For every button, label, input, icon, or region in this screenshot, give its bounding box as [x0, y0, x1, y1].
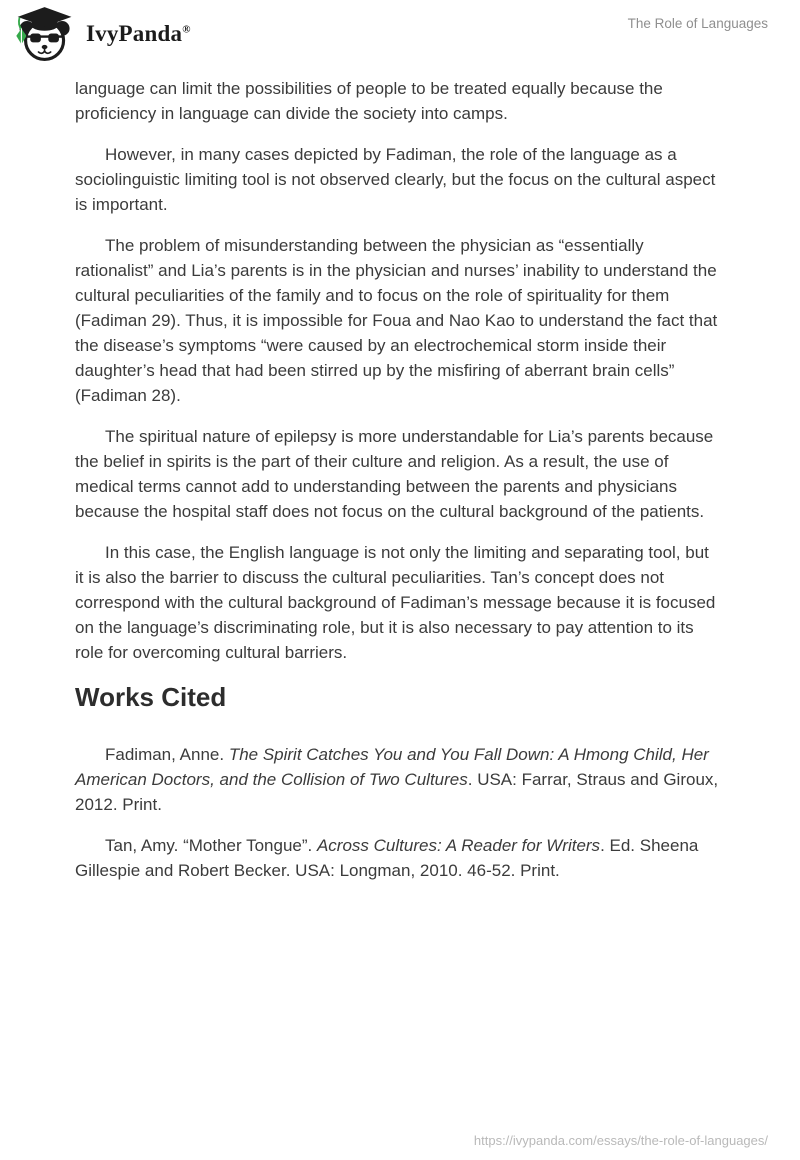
essay-content	[0, 76, 800, 883]
essay-paragraph: language can limit the possibilities of people to be treated equally because the proficiency in language can divide the society into camps.	[75, 79, 663, 123]
page-title: The Role of Languages	[627, 16, 768, 31]
essay-paragraphs	[75, 76, 719, 665]
footer-source-url[interactable]: https://ivypanda.com/essays/the-role-of-languages/	[473, 1133, 768, 1148]
citation-work-title: Across Cultures: A Reader for Writers	[316, 836, 601, 855]
logo-wordmark: IvyPanda®	[86, 21, 191, 46]
citation-text: Tan, Amy. “Mother Tongue”.	[105, 836, 317, 855]
works-cited-heading: Works Cited	[75, 682, 227, 712]
citation-text: . Ed. Sheena Gillespie and Robert Becker. USA: Longman, 2010. 46-52. Print.	[75, 836, 699, 880]
citation-text: . USA: Farrar, Straus and Giroux, 2012. Print.	[75, 770, 719, 814]
essay-paragraph: The spiritual nature of epilepsy is more understandable for Lia’s parents because the belief in spirits is the part of their culture and religion. As a result, the use of medical terms cannot add to understanding between the parents and physicians because the hospital staff does not focus on the cultural background of the patients.	[75, 427, 714, 521]
panda-graduate-icon	[14, 6, 77, 62]
essay-paragraph: However, in many cases depicted by Fadiman, the role of the language as a sociolinguistic limiting tool is not observed clearly, but the focus on the cultural aspect is important.	[75, 145, 716, 214]
citation-entry	[75, 742, 719, 817]
citation-work-title: The Spirit Catches You and You Fall Down: A Hmong Child, Her American Doctors, and the Collision of Two Cultures	[75, 745, 709, 789]
registered-mark: ®	[182, 23, 191, 36]
essay-paragraph: The problem of misunderstanding between the physician as “essentially rationalist” and Lia’s parents is in the physician and nurses’ inability to understand the cultural peculiarities of the family and to focus on the role of spirituality for them (Fadiman 29). Thus, it is impossible for Foua and Nao Kao to understand the fact that the disease’s symptoms “were caused by an electrochemical storm inside their daughter’s head that had been stirred up by the misfiring of aberrant brain cells” (Fadiman 28).	[75, 236, 718, 405]
page-header	[0, 0, 800, 62]
citation-entry	[75, 833, 719, 883]
citation-text: Fadiman, Anne.	[105, 745, 229, 764]
works-cited-list	[75, 742, 719, 883]
ivypanda-logo-link[interactable]	[14, 6, 191, 62]
essay-paragraph: In this case, the English language is not only the limiting and separating tool, but it is also the barrier to discuss the cultural peculiarities. Tan’s concept does not correspond with the cultural background of Fadiman’s message because it is focused on the language’s discriminating role, but it is also necessary to pay attention to its role for overcoming cultural barriers.	[75, 543, 716, 662]
